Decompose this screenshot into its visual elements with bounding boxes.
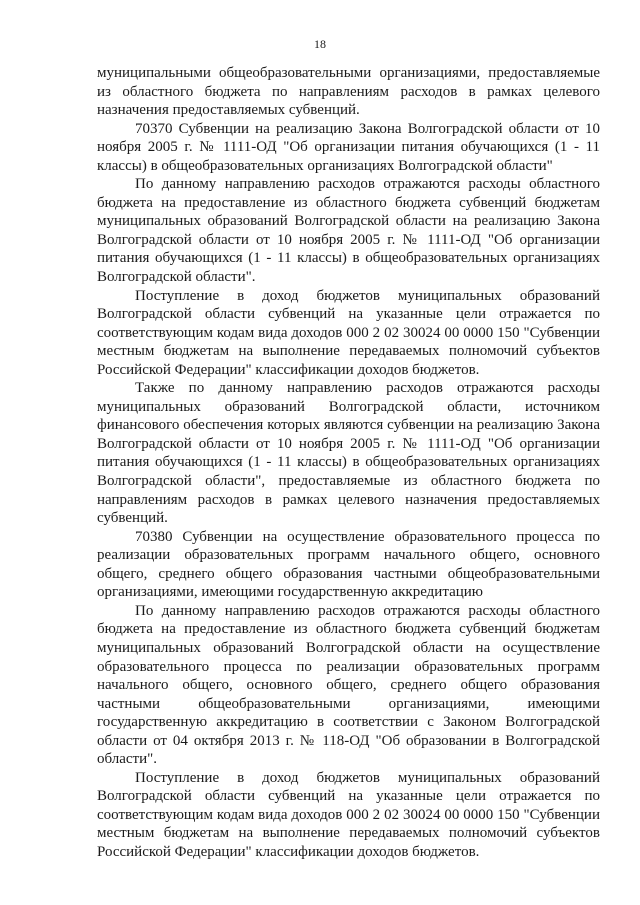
document-body <box>97 64 600 862</box>
paragraph-70380-expenses: По данному направлению расходов отражаются расходы областного бюджета на предоставление из областного бюджета субвенций бюджетам муниципальных образований Волгоградской области на осуществление образовательного процесса по реализации образовательных программ начального общего, основного общего, среднего общего образования частными общеобразовательными организациями, имеющими государственную аккредитацию в соответствии с Законом Волгоградской области от 04 октября 2013 г. № 118-ОД "Об образовании в Волгоградской области". <box>97 602 600 768</box>
paragraph-70380-income: Поступление в доход бюджетов муниципальных образований Волгоградской области субвенций на указанные цели отражается по соответствующим кодам вида доходов 000 2 02 30024 00 0000 150 "Субвенции местным бюджетам на выполнение передаваемых полномочий субъектов Российской Федерации" классификации доходов бюджетов. <box>97 769 600 860</box>
paragraph-70370-income: Поступление в доход бюджетов муниципальных образований Волгоградской области субвенций на указанные цели отражается по соответствующим кодам вида доходов 000 2 02 30024 00 0000 150 "Субвенции местным бюджетам на выполнение передаваемых полномочий субъектов Российской Федерации" классификации доходов бюджетов. <box>97 287 600 378</box>
page-number: 18 <box>314 37 326 51</box>
paragraph-70370-heading: 70370 Субвенции на реализацию Закона Волгоградской области от 10 ноября 2005 г. № 1111-ОД "Об организации питания обучающихся (1 - 11 классы) в общеобразовательных организациях Волгоградской области" <box>97 120 600 174</box>
paragraph-70370-expenses: По данному направлению расходов отражаются расходы областного бюджета на предоставление из областного бюджета субвенций бюджетам муниципальных образований Волгоградской области на реализацию Закона Волгоградской области от 10 ноября 2005 г. № 1111-ОД "Об организации питания обучающихся (1 - 11 классы) в общеобразовательных организациях Волгоградской области". <box>97 176 600 286</box>
paragraph-continuation: муниципальными общеобразовательными организациями, предоставляемые из областного бюджета по направлениям расходов в рамках целевого назначения предоставляемых субвенций. <box>97 65 600 119</box>
paragraph-70370-municipal: Также по данному направлению расходов отражаются расходы муниципальных образований Волгоградской области, источником финансового обеспечения которых являются субвенции на реализацию Закона Волгоградской области от 10 ноября 2005 г. № 1111-ОД "Об организации питания обучающихся (1 - 11 классы) в общеобразовательных организациях Волгоградской области", предоставляемые из областного бюджета по направлениям расходов в рамках целевого назначения предоставляемых субвенций. <box>97 380 600 527</box>
paragraph-70380-heading: 70380 Субвенции на осуществление образовательного процесса по реализации образовательных программ начального общего, основного общего, среднего общего образования частными общеобразовательными организациями, имеющими государственную аккредитацию <box>97 528 600 601</box>
